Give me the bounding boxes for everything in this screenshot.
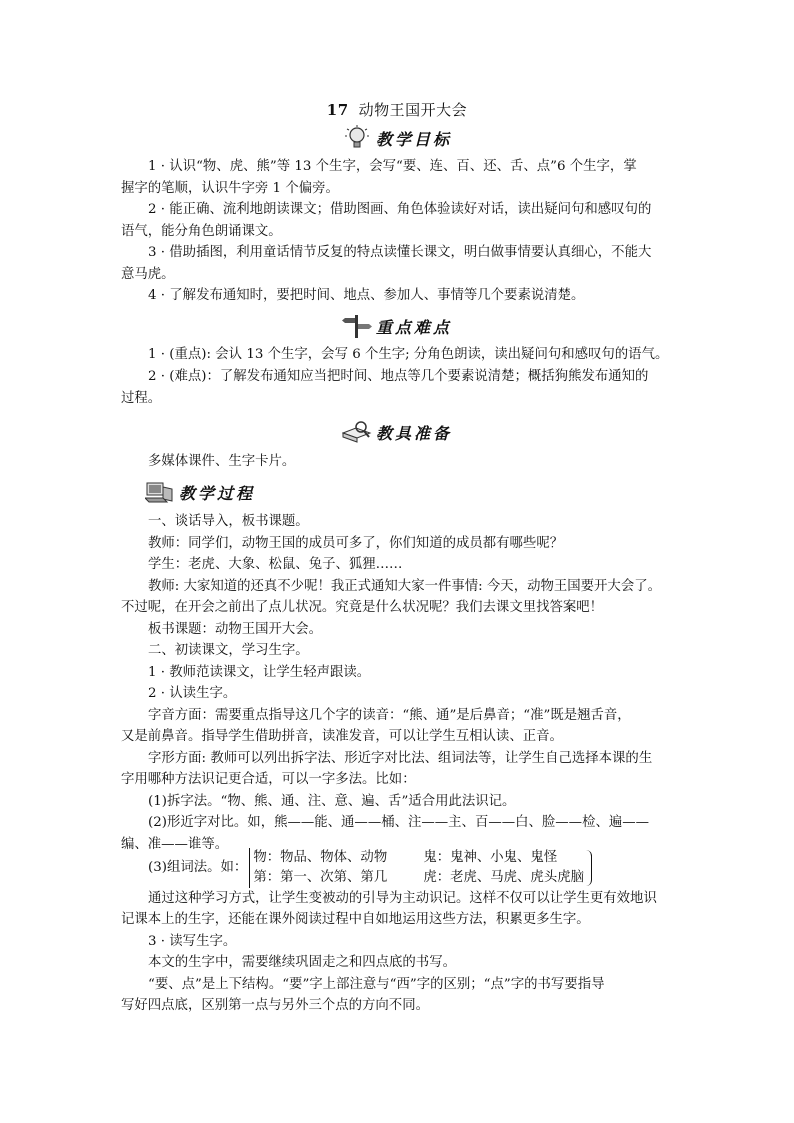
text-line: 学生：老虎、大象、松鼠、兔子、狐狸…… (148, 557, 403, 572)
book-magnifier-icon (342, 419, 372, 445)
lesson-number: 17 (326, 101, 349, 119)
text-line: 4 · 了解发布通知时，要把时间、地点、参加人、事情等几个要素说清楚。 (148, 288, 585, 303)
text-line: 2 · (难点)：了解发布通知应当把时间、地点等几个要素说清楚；概括狗熊发布通知的 (148, 369, 649, 384)
word-group-row (253, 848, 584, 868)
word-group-cell: 第：第一、次第、第几 (253, 870, 388, 885)
word-group-box (249, 848, 584, 888)
word-group-cell: 鬼：鬼神、小鬼、鬼怪 (423, 850, 558, 865)
text-line: 字用哪种方法识记更合适，可以一字多法。比如： (121, 772, 416, 787)
text-line: 编、准——谁等。 (121, 837, 229, 852)
group-lead: (3)组词法。如： (148, 860, 248, 875)
section-title: 重点难点 (375, 317, 452, 337)
section-heading-process (0, 478, 255, 506)
word-group-cell: 虎：老虎、马虎、虎头虎脑 (423, 870, 584, 885)
section-heading-prep (0, 418, 794, 446)
text-line: 1 · (重点): 会认 13 个生字，会写 6 个生字; 分角色朗读，读出疑问句和感叹句的语气。 (148, 347, 669, 362)
text-line: 本文的生字中，需要继续巩固走之和四点底的书写。 (148, 955, 456, 970)
text-line: 板书课题：动物王国开大会。 (148, 622, 323, 637)
text-line: 握字的笔顺，认识牛字旁 1 个偏旁。 (121, 181, 339, 196)
section-heading-keypoints (0, 312, 794, 340)
text-line: 1 · 认识“物、虎、熊”等 13 个生字，会写“要、连、百、还、舌、点”6 个生字，掌 (148, 159, 637, 174)
closing-brace (585, 850, 592, 886)
word-group-row (253, 868, 584, 888)
text-line: 一、谈话导入，板书课题。 (148, 514, 309, 529)
text-line: 字音方面：需要重点指导这几个字的读音：“熊、通”是后鼻音；“准”既是翘舌音， (148, 708, 631, 723)
text-line: 多媒体课件、生字卡片。 (148, 454, 296, 469)
section-heading-goals (0, 124, 794, 152)
text-line: 3 · 借助插图，利用童话情节反复的特点读懂长课文，明白做事情要认真细心，不能大 (148, 245, 652, 260)
text-line: 写好四点底，区别第一点与另外三个点的方向不同。 (121, 998, 429, 1013)
lightbulb-icon (342, 125, 372, 151)
text-line: 教师: 大家知道的还真不少呢！我正式通知大家一件事情: 今天，动物王国要开大会了。 (148, 579, 661, 594)
text-line: 教师：同学们，动物王国的成员可多了，你们知道的成员都有哪些呢？ (148, 536, 564, 551)
section-title: 教学过程 (179, 483, 256, 503)
text-line: 1 · 教师范读课文，让学生轻声跟读。 (148, 665, 371, 680)
text-line: 意马虎。 (121, 267, 175, 282)
text-line: 2 · 认读生字。 (148, 686, 237, 701)
text-line: 不过呢，在开会之前出了点儿状况。究竟是什么状况呢？我们去课文里找答案吧！ (121, 600, 604, 615)
word-group (148, 848, 584, 888)
section-title: 教具准备 (375, 423, 452, 443)
text-line: 记课本上的生字，还能在课外阅读过程中自如地运用这些方法，积累更多生字。 (121, 912, 590, 927)
text-line: 过程。 (121, 391, 162, 406)
text-line: 二、初读课文，学习生字。 (148, 643, 309, 658)
computer-icon (145, 479, 175, 505)
text-line: 通过这种学习方式，让学生变被动的引导为主动识记。这样不仅可以让学生更有效地识 (148, 891, 657, 906)
signpost-icon (342, 313, 372, 339)
lesson-title (0, 99, 794, 120)
text-line: 语气，能分角色朗诵课文。 (121, 224, 282, 239)
text-line: (2)形近字对比。如，熊——能、通——桶、注——主、百——白、脸——检、遍—— (148, 815, 650, 830)
word-group-cell: 物：物品、物体、动物 (253, 850, 388, 865)
lesson-name: 动物王国开大会 (358, 101, 468, 119)
text-line: 字形方面: 教师可以列出拆字法、形近字对比法、组词法等，让学生自己选择本课的生 (148, 751, 653, 766)
text-line: 又是前鼻音。指导学生借助拼音，读准发音，可以让学生互相认读、正音。 (121, 729, 563, 744)
text-line: 3 · 读写生字。 (148, 934, 237, 949)
text-line: “要、点”是上下结构。“要”字上部注意与“西”字的区别；“点”字的书写要指导 (148, 977, 605, 992)
text-line: 2 · 能正确、流利地朗读课文；借助图画、角色体验读好对话，读出疑问句和感叹句的 (148, 202, 652, 217)
section-title: 教学目标 (375, 129, 452, 149)
text-line: (1)拆字法。“物、熊、通、注、意、遍、舌”适合用此法识记。 (148, 794, 516, 809)
